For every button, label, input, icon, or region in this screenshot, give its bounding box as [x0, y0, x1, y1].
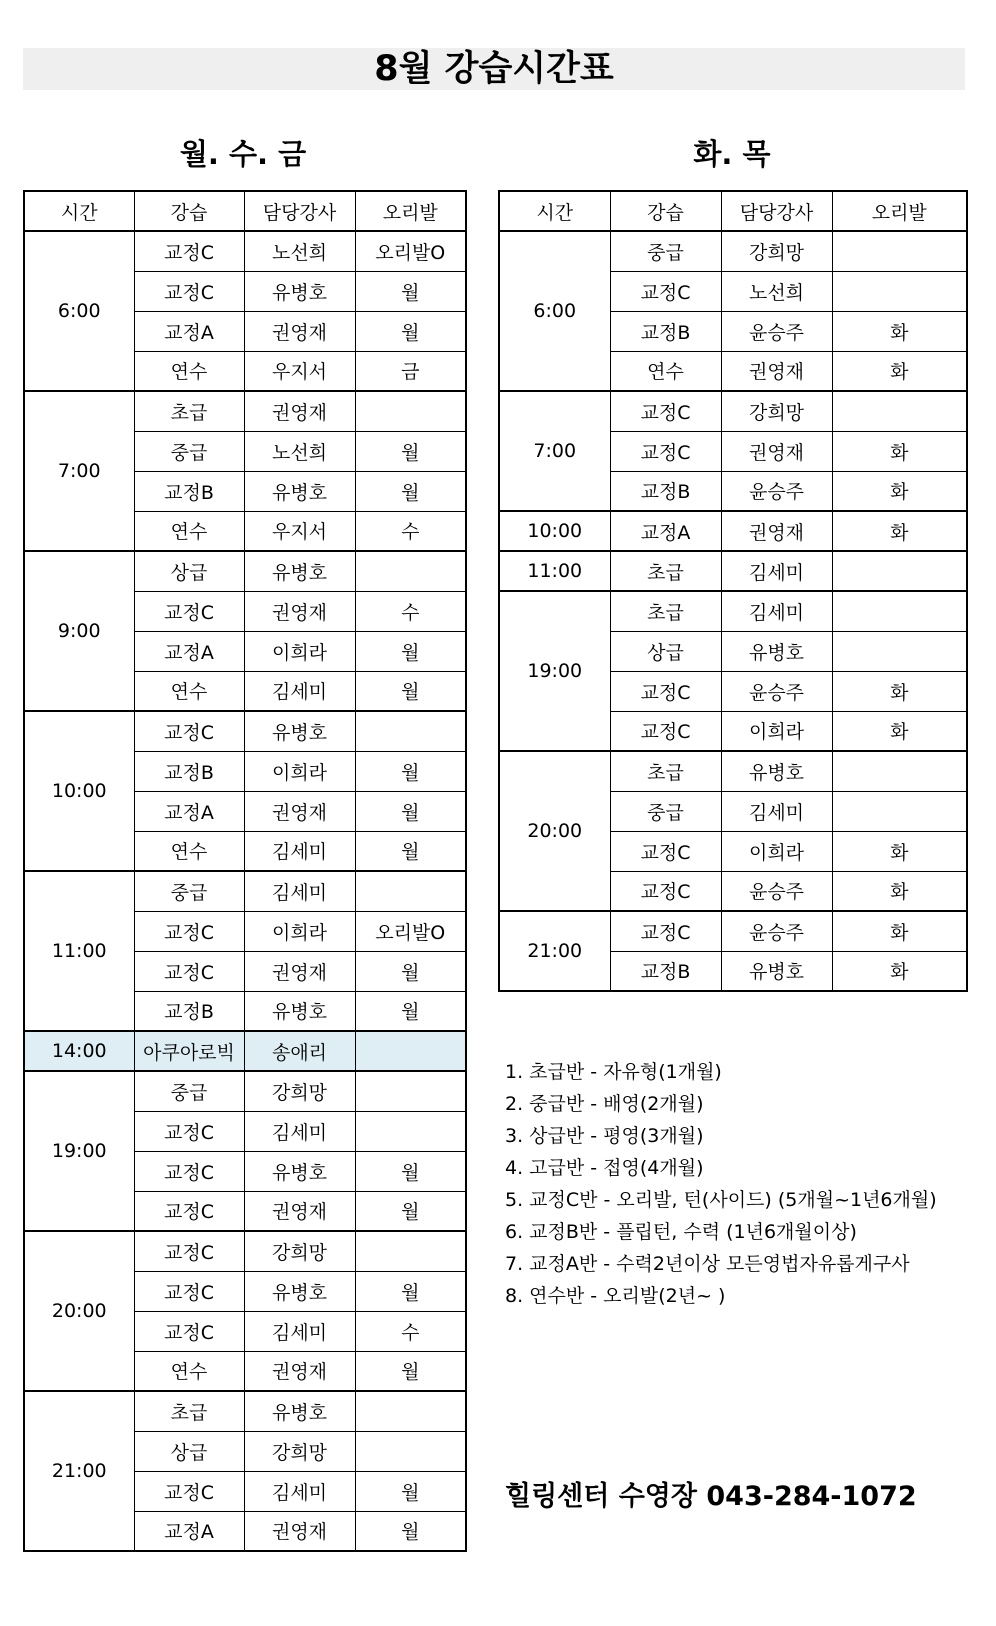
fins-cell	[832, 751, 967, 791]
class-cell: 교정C	[134, 1191, 244, 1231]
fins-cell: 월	[355, 671, 466, 711]
footer-contact: 힐링센터 수영장 043-284-1072	[505, 1481, 917, 1512]
class-cell: 교정C	[610, 831, 721, 871]
instructor-cell: 유병호	[244, 991, 355, 1031]
column-header-instructor: 담당강사	[721, 191, 832, 231]
instructor-cell: 유병호	[244, 271, 355, 311]
fins-cell: 월	[355, 951, 466, 991]
time-slot-cell: 11:00	[24, 871, 134, 1031]
instructor-cell: 유병호	[721, 951, 832, 991]
time-slot-cell: 14:00	[24, 1031, 134, 1071]
class-cell: 교정C	[610, 871, 721, 911]
class-cell: 교정A	[134, 791, 244, 831]
class-cell: 교정C	[134, 591, 244, 631]
fins-cell	[832, 631, 967, 671]
class-cell: 교정C	[134, 1151, 244, 1191]
fins-cell: 오리발O	[355, 911, 466, 951]
time-slot-cell: 21:00	[24, 1391, 134, 1551]
class-cell: 연수	[134, 671, 244, 711]
table-row	[24, 231, 466, 271]
instructor-cell: 윤승주	[721, 911, 832, 951]
class-cell: 연수	[134, 831, 244, 871]
fins-cell: 오리발O	[355, 231, 466, 271]
instructor-cell: 권영재	[244, 1511, 355, 1551]
time-slot-cell: 10:00	[24, 711, 134, 871]
column-header-class: 강습	[610, 191, 721, 231]
time-slot-cell: 19:00	[499, 591, 610, 751]
class-cell: 초급	[134, 391, 244, 431]
instructor-cell: 유병호	[244, 1151, 355, 1191]
class-cell: 교정C	[134, 911, 244, 951]
table-row	[499, 591, 967, 631]
fins-cell: 수	[355, 1311, 466, 1351]
time-slot-cell: 11:00	[499, 551, 610, 591]
instructor-cell: 김세미	[244, 871, 355, 911]
instructor-cell: 노선희	[721, 271, 832, 311]
instructor-cell: 우지서	[244, 351, 355, 391]
class-cell: 교정C	[610, 391, 721, 431]
class-cell: 교정B	[610, 311, 721, 351]
instructor-cell: 김세미	[244, 1111, 355, 1151]
fins-cell: 월	[355, 1271, 466, 1311]
instructor-cell: 강희망	[721, 231, 832, 271]
left-section-heading: 월. 수. 금	[179, 137, 307, 171]
class-cell: 초급	[134, 1391, 244, 1431]
time-slot-cell: 20:00	[499, 751, 610, 911]
fins-cell	[355, 551, 466, 591]
time-slot-cell: 9:00	[24, 551, 134, 711]
class-cell: 상급	[610, 631, 721, 671]
note-item: 6. 교정B반 - 플립턴, 수력 (1년6개월이상)	[505, 1221, 857, 1243]
class-cell: 중급	[134, 431, 244, 471]
class-cell: 교정A	[134, 631, 244, 671]
class-cell: 교정C	[134, 1111, 244, 1151]
class-cell: 교정C	[134, 271, 244, 311]
table-row	[499, 231, 967, 271]
fins-cell: 수	[355, 511, 466, 551]
class-cell: 초급	[610, 751, 721, 791]
fins-cell: 월	[355, 471, 466, 511]
note-item: 1. 초급반 - 자유형(1개월)	[505, 1061, 722, 1083]
time-slot-cell: 19:00	[24, 1071, 134, 1231]
class-cell: 교정C	[134, 951, 244, 991]
fins-cell: 화	[832, 351, 967, 391]
fins-cell	[832, 551, 967, 591]
table-row	[499, 751, 967, 791]
column-header-class: 강습	[134, 191, 244, 231]
class-cell: 중급	[610, 791, 721, 831]
class-cell: 상급	[134, 551, 244, 591]
time-slot-cell: 6:00	[24, 231, 134, 391]
instructor-cell: 권영재	[244, 1351, 355, 1391]
class-cell: 아쿠아로빅	[134, 1031, 244, 1071]
class-cell: 연수	[134, 351, 244, 391]
fins-cell	[355, 1111, 466, 1151]
fins-cell: 월	[355, 831, 466, 871]
instructor-cell: 유병호	[721, 631, 832, 671]
instructor-cell: 권영재	[244, 311, 355, 351]
instructor-cell: 유병호	[244, 1391, 355, 1431]
instructor-cell: 권영재	[721, 351, 832, 391]
instructor-cell: 권영재	[721, 511, 832, 551]
page-title: 8월 강습시간표	[23, 48, 965, 90]
class-cell: 교정C	[134, 1271, 244, 1311]
class-cell: 연수	[610, 351, 721, 391]
table-row	[24, 871, 466, 911]
class-cell: 교정C	[134, 1311, 244, 1351]
fins-cell: 화	[832, 471, 967, 511]
instructor-cell: 권영재	[244, 951, 355, 991]
fins-cell: 화	[832, 871, 967, 911]
fins-cell: 월	[355, 991, 466, 1031]
fins-cell	[832, 591, 967, 631]
class-cell: 교정C	[610, 711, 721, 751]
fins-cell	[832, 231, 967, 271]
fins-cell	[355, 1031, 466, 1071]
fins-cell	[832, 391, 967, 431]
fins-cell: 화	[832, 951, 967, 991]
table-row	[24, 1031, 466, 1071]
fins-cell	[355, 1391, 466, 1431]
instructor-cell: 김세미	[721, 791, 832, 831]
table-row	[24, 1071, 466, 1111]
instructor-cell: 노선희	[244, 431, 355, 471]
instructor-cell: 이희라	[244, 751, 355, 791]
class-cell: 연수	[134, 1351, 244, 1391]
instructor-cell: 권영재	[244, 1191, 355, 1231]
class-cell: 교정B	[610, 951, 721, 991]
class-cell: 초급	[610, 551, 721, 591]
class-cell: 교정C	[610, 671, 721, 711]
time-slot-cell: 10:00	[499, 511, 610, 551]
class-cell: 교정C	[134, 711, 244, 751]
right-section-heading: 화. 목	[693, 137, 771, 171]
time-slot-cell: 7:00	[24, 391, 134, 551]
note-item: 5. 교정C반 - 오리발, 턴(사이드) (5개월~1년6개월)	[505, 1189, 937, 1211]
fins-cell: 화	[832, 711, 967, 751]
table-row	[499, 391, 967, 431]
class-cell: 교정C	[610, 431, 721, 471]
time-slot-cell: 20:00	[24, 1231, 134, 1391]
instructor-cell: 강희망	[244, 1071, 355, 1111]
table-row	[499, 551, 967, 591]
time-slot-cell: 6:00	[499, 231, 610, 391]
note-item: 2. 중급반 - 배영(2개월)	[505, 1093, 704, 1115]
instructor-cell: 강희망	[721, 391, 832, 431]
instructor-cell: 윤승주	[721, 671, 832, 711]
note-item: 3. 상급반 - 평영(3개월)	[505, 1125, 704, 1147]
class-cell: 교정B	[134, 991, 244, 1031]
class-cell: 중급	[134, 1071, 244, 1111]
fins-cell	[355, 871, 466, 911]
instructor-cell: 유병호	[244, 711, 355, 751]
fins-cell: 월	[355, 431, 466, 471]
class-cell: 교정A	[610, 511, 721, 551]
instructor-cell: 권영재	[244, 391, 355, 431]
time-slot-cell: 21:00	[499, 911, 610, 991]
fins-cell	[832, 791, 967, 831]
column-header-instructor: 담당강사	[244, 191, 355, 231]
instructor-cell: 이희라	[721, 711, 832, 751]
class-cell: 교정B	[134, 751, 244, 791]
note-item: 7. 교정A반 - 수력2년이상 모든영법자유롭게구사	[505, 1253, 910, 1275]
fins-cell: 월	[355, 1511, 466, 1551]
fins-cell: 월	[355, 631, 466, 671]
fins-cell: 월	[355, 1191, 466, 1231]
class-cell: 교정C	[610, 911, 721, 951]
instructor-cell: 유병호	[244, 551, 355, 591]
class-cell: 교정C	[610, 271, 721, 311]
fins-cell: 화	[832, 671, 967, 711]
class-cell: 연수	[134, 511, 244, 551]
instructor-cell: 이희라	[244, 911, 355, 951]
instructor-cell: 김세미	[721, 551, 832, 591]
header-row	[24, 191, 466, 231]
fins-cell	[355, 711, 466, 751]
instructor-cell: 권영재	[721, 431, 832, 471]
class-cell: 상급	[134, 1431, 244, 1471]
right-schedule-table	[498, 190, 968, 992]
fins-cell: 월	[355, 1471, 466, 1511]
fins-cell	[355, 1231, 466, 1271]
note-item: 4. 고급반 - 접영(4개월)	[505, 1157, 704, 1179]
class-cell: 중급	[610, 231, 721, 271]
table-row	[499, 911, 967, 951]
table-row	[24, 391, 466, 431]
class-cell: 교정B	[610, 471, 721, 511]
class-cell: 교정C	[134, 1231, 244, 1271]
time-slot-cell: 7:00	[499, 391, 610, 511]
table-row	[24, 1231, 466, 1271]
fins-cell: 수	[355, 591, 466, 631]
fins-cell	[832, 271, 967, 311]
instructor-cell: 윤승주	[721, 311, 832, 351]
instructor-cell: 이희라	[721, 831, 832, 871]
class-cell: 교정C	[134, 231, 244, 271]
fins-cell: 화	[832, 431, 967, 471]
table-row	[24, 1391, 466, 1431]
instructor-cell: 노선희	[244, 231, 355, 271]
fins-cell: 월	[355, 751, 466, 791]
instructor-cell: 윤승주	[721, 471, 832, 511]
instructor-cell: 김세미	[721, 591, 832, 631]
fins-cell: 월	[355, 1351, 466, 1391]
fins-cell: 금	[355, 351, 466, 391]
instructor-cell: 유병호	[244, 471, 355, 511]
instructor-cell: 유병호	[244, 1271, 355, 1311]
table-row	[24, 551, 466, 591]
fins-cell: 화	[832, 911, 967, 951]
fins-cell: 화	[832, 511, 967, 551]
class-cell: 초급	[610, 591, 721, 631]
class-cell: 교정B	[134, 471, 244, 511]
fins-cell	[355, 1071, 466, 1111]
note-item: 8. 연수반 - 오리발(2년~ )	[505, 1285, 726, 1307]
class-cell: 교정A	[134, 1511, 244, 1551]
class-level-notes	[505, 1056, 975, 1312]
instructor-cell: 우지서	[244, 511, 355, 551]
instructor-cell: 강희망	[244, 1231, 355, 1271]
instructor-cell: 김세미	[244, 1311, 355, 1351]
fins-cell: 화	[832, 311, 967, 351]
instructor-cell: 김세미	[244, 831, 355, 871]
column-header-time: 시간	[499, 191, 610, 231]
instructor-cell: 권영재	[244, 791, 355, 831]
column-header-fins: 오리발	[355, 191, 466, 231]
column-header-time: 시간	[24, 191, 134, 231]
column-header-fins: 오리발	[832, 191, 967, 231]
table-row	[24, 711, 466, 751]
class-cell: 교정C	[134, 1471, 244, 1511]
fins-cell: 월	[355, 271, 466, 311]
instructor-cell: 이희라	[244, 631, 355, 671]
fins-cell: 월	[355, 791, 466, 831]
class-cell: 교정A	[134, 311, 244, 351]
left-schedule-table	[23, 190, 467, 1552]
instructor-cell: 유병호	[721, 751, 832, 791]
instructor-cell: 김세미	[244, 1471, 355, 1511]
fins-cell: 월	[355, 311, 466, 351]
instructor-cell: 권영재	[244, 591, 355, 631]
fins-cell	[355, 1431, 466, 1471]
fins-cell: 월	[355, 1151, 466, 1191]
class-cell: 중급	[134, 871, 244, 911]
instructor-cell: 윤승주	[721, 871, 832, 911]
instructor-cell: 강희망	[244, 1431, 355, 1471]
header-row	[499, 191, 967, 231]
table-row	[499, 511, 967, 551]
instructor-cell: 송애리	[244, 1031, 355, 1071]
fins-cell	[355, 391, 466, 431]
instructor-cell: 김세미	[244, 671, 355, 711]
fins-cell: 화	[832, 831, 967, 871]
